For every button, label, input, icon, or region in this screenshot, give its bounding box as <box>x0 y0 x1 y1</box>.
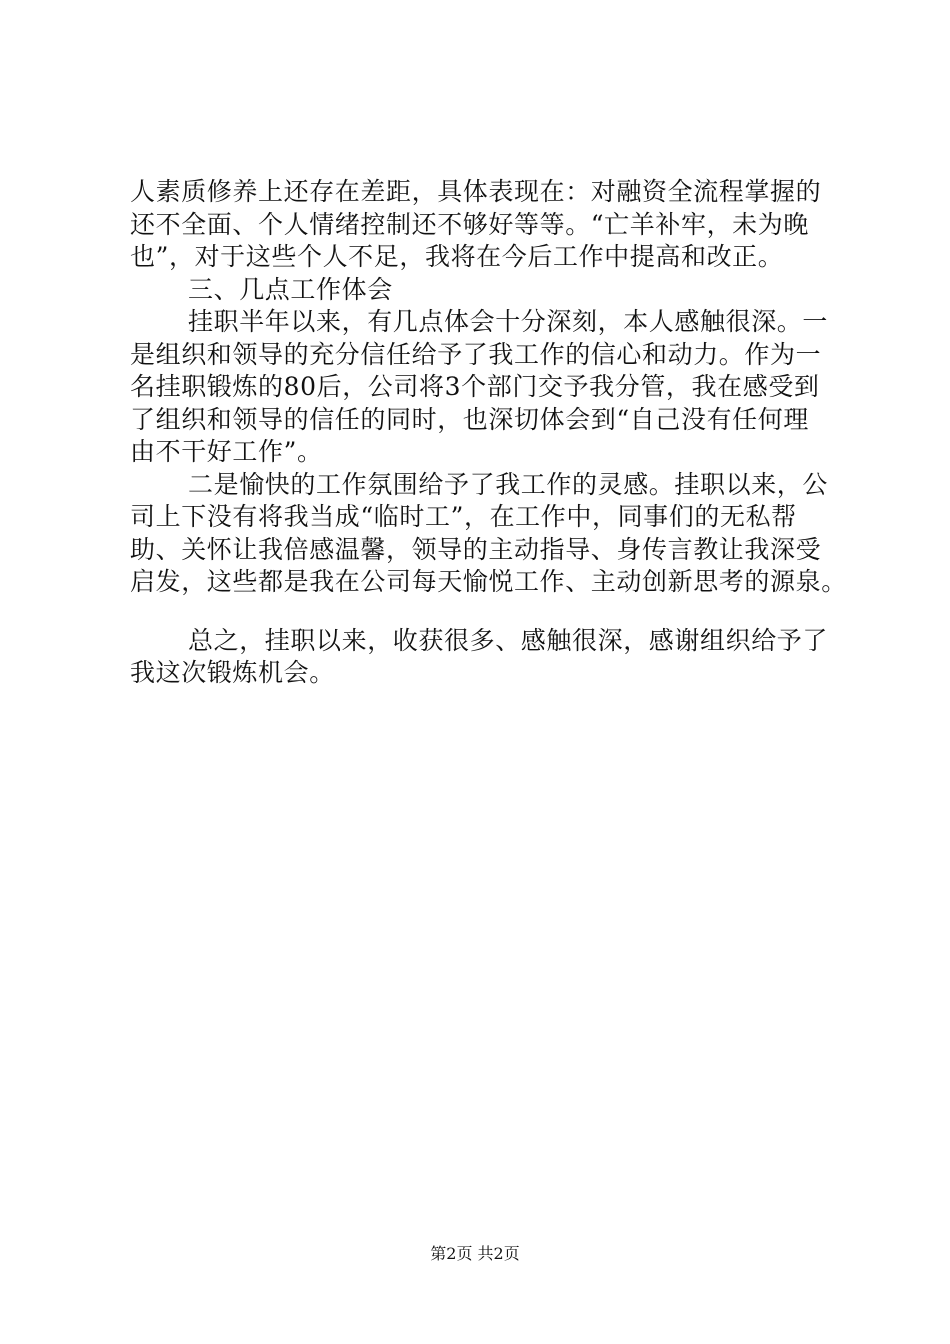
page-number-footer: 第2页 共2页 <box>430 1244 520 1263</box>
text-line: 二是愉快的工作氛围给予了我工作的灵感。挂职以来，公 <box>188 469 829 499</box>
text-line: 还不全面、个人情绪控制还不够好等等。“亡羊补牢，未为晚 <box>130 209 809 239</box>
text-line: 总之，挂职以来，收获很多、感触很深，感谢组织给予了 <box>188 625 829 655</box>
text-line: 是组织和领导的充分信任给予了我工作的信心和动力。作为一 <box>130 339 822 369</box>
section-heading: 三、几点工作体会 <box>188 274 393 304</box>
text-line: 我这次锻炼机会。 <box>130 658 335 687</box>
text-line: 助、关怀让我倍感温馨，领导的主动指导、身传言教让我深受 <box>130 534 822 564</box>
text-line: 也”，对于这些个人不足，我将在今后工作中提高和改正。 <box>130 242 784 271</box>
text-line: 启发，这些都是我在公司每天愉悦工作、主动创新思考的源泉。 <box>130 567 847 596</box>
text-line: 司上下没有将我当成“临时工”，在工作中，同事们的无私帮 <box>130 502 797 531</box>
text-line: 名挂职锻炼的80后，公司将3个部门交予我分管，我在感受到 <box>130 372 820 401</box>
text-line: 由不干好工作”。 <box>130 437 323 466</box>
text-line: 人素质修养上还存在差距，具体表现在：对融资全流程掌握的 <box>130 177 822 206</box>
paragraph-spacer <box>130 599 842 625</box>
text-line: 挂职半年以来，有几点体会十分深刻，本人感触很深。一 <box>188 307 829 336</box>
text-line: 了组织和领导的信任的同时，也深切体会到“自己没有任何理 <box>130 404 809 434</box>
document-body <box>130 176 847 690</box>
